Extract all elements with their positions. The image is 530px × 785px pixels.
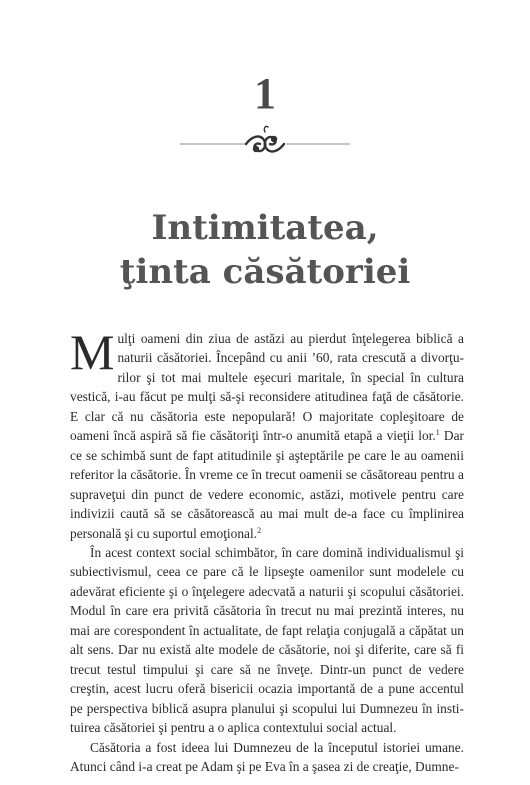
paragraph-1-segment-2: Dar ce se schimbă sunt de fapt atitudinile şi aşteptările pe care le au oamenii referitor la căsătorie. În vreme ce în trecut oamenii se căsătoreau pentru a supraveţui din punct de vedere economic, astăzi, motivele pentru care indivizii caută să se căsătorească au mai mult de-a face cu împlinirea personală şi cu suportul emoţional. bbox=[70, 428, 464, 541]
chapter-title-line-1: Intimitatea, bbox=[151, 208, 379, 248]
chapter-title-line-2: ţinta căsătoriei bbox=[119, 252, 411, 292]
footnote-marker-1[interactable]: 1 bbox=[435, 428, 440, 438]
drop-cap: M bbox=[70, 324, 115, 380]
paragraph-3: Căsătoria a fost ideea lui Dumnezeu de la începutul istoriei umane. Atunci când i-a creat pe Adam şi pe Eva în a şasea zi de creaţie, Dumne- bbox=[70, 739, 464, 774]
chapter-body bbox=[70, 324, 464, 776]
chapter-title bbox=[0, 206, 530, 294]
chapter-number: 1 bbox=[254, 69, 276, 118]
paragraph-1 bbox=[70, 324, 464, 543]
footnote-marker-2[interactable]: 2 bbox=[257, 525, 262, 535]
paragraph-1-segment-1: ulţi oameni din ziua de astăzi au pierdut înţelegerea biblică a naturii căsătoriei. Începând cu anii ’60, rata crescută a divorţurilor şi tot mai multele eşecuri maritale, în special în cultura vestică, i-au făcut pe mulţi să-şi reconsidere atitudinea faţă de căsătorie. E clar că nu căsătoria este nepopulară! O majoritate copleşitoare de oameni încă aspiră să fie căsătoriţi într-o anumită etapă a vieţii lor. bbox=[70, 331, 464, 444]
paragraph-2: În acest context social schimbător, în care domină individualismul şi subiectivismul, ceea ce pare că le lipseşte oamenilor sunt modelele cu adevărat eficiente şi o înţelegere adecvată a naturii şi scopului căsătoriei. Modul în care era privită căsătoria în trecut nu mai prezintă interes, nu mai are corespondent în actualitate, de fapt relaţia conjugală a căpătat un alt sens. Dar nu există alte modele de căsătorie, noi şi diferite, care să fi trecut testul timpului şi care să ne înveţe. Dintr-un punct de vedere creştin, acest lucru oferă bisericii ocazia importantă de a pune accentul pe perspectiva biblică asupra planului şi scopului lui Dumnezeu în instituirea căsătoriei şi pentru a o aplica contextului social actual. bbox=[70, 544, 464, 736]
flourish-ornament-icon bbox=[180, 122, 350, 162]
